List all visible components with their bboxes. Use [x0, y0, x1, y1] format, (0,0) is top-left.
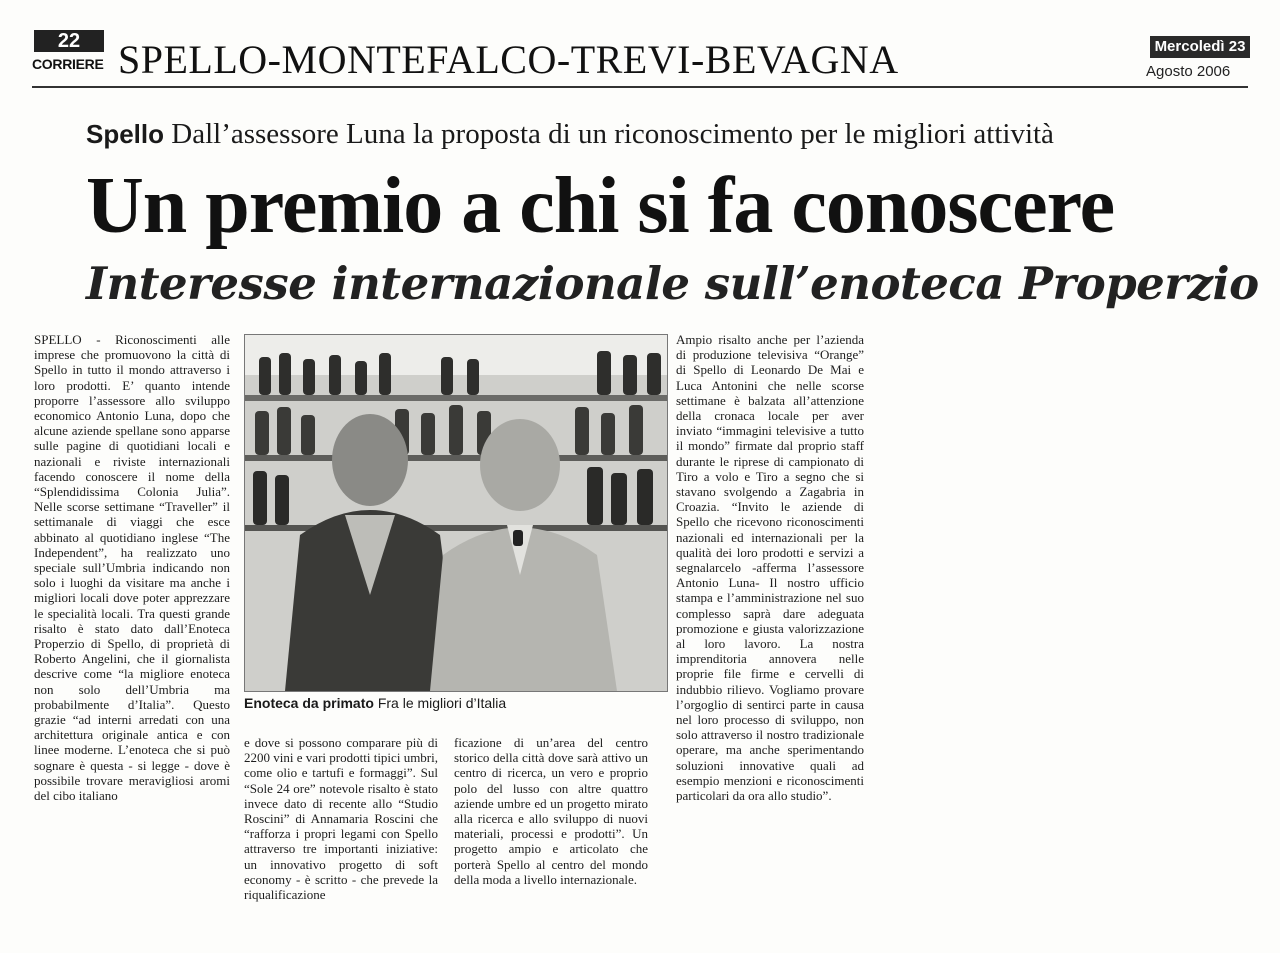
headline: Un premio a chi si fa conoscere: [86, 162, 1115, 250]
section-title: SPELLO-MONTEFALCO-TREVI-BEVAGNA: [118, 37, 899, 82]
masthead-rule: [32, 86, 1248, 88]
photo-illustration: [245, 335, 667, 691]
page-number: 22: [34, 30, 104, 52]
article-column-3: [454, 735, 648, 887]
issue-day: Mercoledì 23: [1150, 36, 1250, 58]
article-photo: [244, 334, 668, 692]
caption-title: Enoteca da primato: [244, 695, 374, 711]
article-column-2: [244, 735, 438, 902]
article-column-4: [676, 332, 864, 803]
article-column-1: [34, 332, 230, 803]
column-text: ficazione di un’area del centro storico della città dove sarà attivo un centro di ricerca, un vero e proprio polo del lusso con altre quattro aziende umbre ed un progetto mirato alla ricerca e allo sviluppo di nuovi materiali, processi e prodotti”. Un progetto ampio e articolato che porterà Spello al centro del mondo della moda a livello internazionale.: [454, 735, 648, 887]
column-text: Ampio risalto anche per l’azienda di produzione televisiva “Orange” di Spello di Leonardo De Mai e Luca Antonini che nelle scorse settimane è balzata all’attenzione della cronaca locale per aver inviato “immagini televisive a tutto il mondo” firmate dal proprio staff durante le riprese di campionato di Tiro a volo e Tiro a segno che si stavano svolgendo a Zagabria in Croazia. “Invito le aziende di Spello che ricevono riconoscimenti nazionali ed internazionali per la qualità dei loro prodotti e servizi a segnalarcelo -afferma l’assessore Antonio Luna- Il nostro ufficio stampa e l’amministrazione nel suo complesso saprà dare adeguata promozione e giusta valorizzazione al loro lavoro. La nostra imprenditoria annovera nelle proprie file firme e cervelli di indubbio rilievo. Vogliamo provare l’orgoglio di sentirci parte in causa nel loro processo di sviluppo, non solo attraverso il nostro tradizionale operare, ma anche sperimentando soluzioni innovative quali ad esempio menzioni e riconoscimenti particolari da ora allo studio”.: [676, 332, 864, 804]
subheadline: Interesse internazionale sull’enoteca Properzio: [86, 257, 1259, 310]
caption-text: Fra le migliori d’Italia: [377, 695, 507, 711]
newspaper-name: CORRIERE: [32, 56, 104, 72]
kicker-text: Dall’assessore Luna la proposta di un riconoscimento per le migliori attività: [171, 118, 1054, 150]
kicker: [86, 116, 1266, 152]
issue-date: Agosto 2006: [1146, 63, 1231, 80]
column-text: SPELLO - Riconoscimenti alle imprese che promuovono la città di Spello in tutto il mondo attraverso i loro prodotti. E’ quanto intende proporre l’assessore allo sviluppo economico Antonio Luna, dopo che alcune aziende spellane sono apparse sulle pagine di quotidiani locali e nazionali e riviste internazionali facendo conoscere il nome della “Splendidissima Colonia Julia”. Nelle scorse settimane “Traveller” il settimanale di viaggi che esce abbinato al quotidiano inglese “The Independent”, ha realizzato uno speciale sull’Umbria indicando non solo i luoghi da visitare ma anche i migliori locali dove poter apprezzare le specialità locali. Tra questi grande risalto è stato dato dall’Enoteca Properzio di Spello, di proprietà di Roberto Angelini, che il giornalista descrive come “la migliore enoteca non solo dell’Umbria ma probabilmente d’Italia”. Questo grazie “ad interni arredati con una architettura originale antica e con linee moderne. L’enoteca che si può sognare è questa - si legge - dove è possibile trovare meravigliosi aromi del cibo italiano: [34, 332, 230, 804]
photo-caption: [244, 695, 664, 711]
column-text: e dove si possono comparare più di 2200 vini e vari prodotti tipici umbri, come olio e tartufi e formaggi”. Sul “Sole 24 ore” notevole risalto è stato invece dato di recente allo “Studio Roscini” di Annamaria Roscini che “rafforza i propri legami con Spello attraverso tre importanti iniziative: un innovativo progetto di soft economy - è scritto - che prevede la riqualificazione: [244, 735, 438, 903]
kicker-place: Spello: [86, 119, 165, 149]
